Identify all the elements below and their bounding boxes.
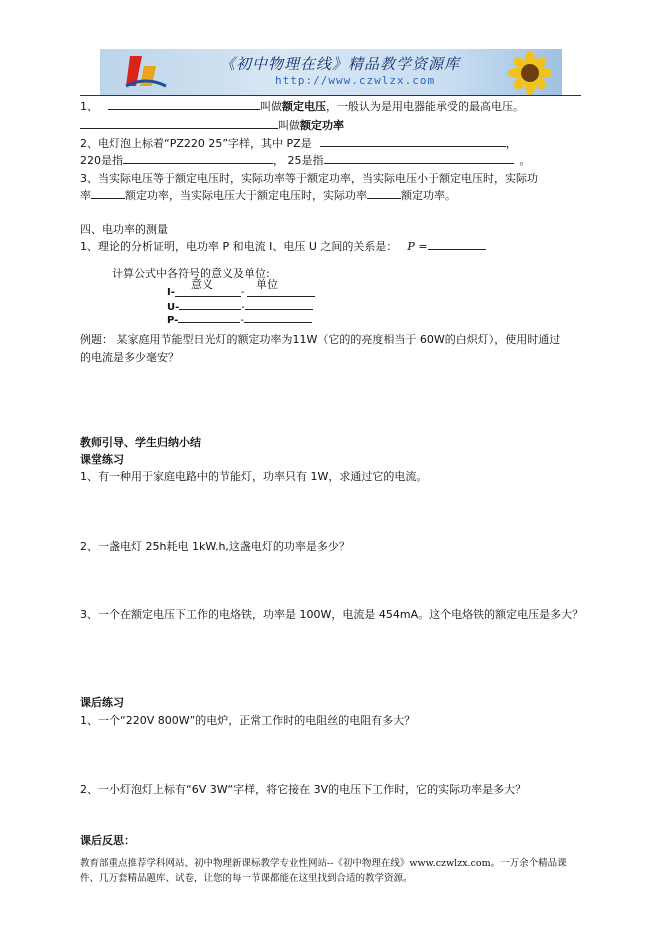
col-meaning: 意义 [191, 278, 213, 291]
blank-p-meaning[interactable] [178, 313, 240, 323]
header-rule [80, 95, 581, 96]
banner-title: 《初中物理在线》精品教学资源库 [220, 55, 461, 73]
example-line-b: 的电流是多少毫安？ [80, 351, 179, 364]
q1-blank-a[interactable] [108, 98, 260, 110]
q1-text-a-rest: ，一般认为是用电器能承受的最高电压。 [326, 100, 524, 113]
formula-blank[interactable] [428, 238, 486, 250]
symbol-p: P- [167, 315, 179, 326]
class-practice-heading: 课堂练习 [80, 453, 124, 466]
q2-line-a [80, 135, 517, 151]
dash-i: - [240, 287, 245, 298]
blank-i-meaning[interactable] [175, 296, 241, 297]
q1-line-b [80, 117, 344, 133]
after-practice-q1: 1、一个“220V 800W”的电炉，正常工作时的电阻丝的电阻有多大？ [80, 714, 416, 727]
q2-blank-220[interactable] [123, 152, 273, 164]
q3-text-b2: 额定功率，当实际电压大于额定电压时，实际功率 [125, 189, 367, 202]
footer-line2: 件、几万套精品题库、试卷，让您的每一节课都能在这里找到合适的教学资源。 [80, 873, 413, 884]
class-practice-q2: 2、一盏电灯 25h耗电 1kW.h,这盏电灯的功率是多少？ [80, 540, 350, 553]
q1-term-power: 额定功率 [300, 119, 344, 132]
logo-icon [122, 52, 170, 92]
blank-u-unit[interactable] [245, 300, 313, 310]
q3-text-b3: 额定功率。 [401, 189, 456, 202]
blank-u-meaning[interactable] [179, 300, 241, 310]
blank-i-unit[interactable] [247, 296, 315, 297]
footer-line1: 教育部重点推荐学科网站、初中物理新课标教学专业性网站--《初中物理在线》www.czwlzx.com。一万余个精品课 [80, 858, 567, 869]
header-banner [100, 49, 562, 95]
q2-text-a-end: ， [505, 137, 517, 150]
symbol-row-p [167, 313, 312, 326]
q2-text-a: 2、电灯泡上标着“PZ220 25”字样，其中 PZ是 [80, 137, 312, 150]
after-practice-q2: 2、一小灯泡灯上标有“6V 3W“字样，将它接在 3V的电压下工作时，它的实际功率是多大？ [80, 783, 527, 796]
after-practice-heading: 课后练习 [80, 696, 124, 709]
q1-text-b: 叫做 [278, 119, 300, 132]
q2-text-b2: ， 25是指 [273, 154, 324, 167]
measure-heading: 四、电功率的测量 [80, 223, 168, 236]
summary-heading: 教师引导、学生归纳小结 [80, 436, 201, 449]
q3-line-b [80, 187, 456, 203]
q3-line-a: 3、当实际电压等于额定电压时，实际功率等于额定功率，当实际电压小于额定电压时，实际功 [80, 172, 538, 185]
q2-text-b-end: 。 [519, 154, 531, 167]
q2-text-b1: 220是指 [80, 154, 123, 167]
q2-blank-pz[interactable] [320, 135, 506, 147]
measure-line1-text: 1、理论的分析证明，电功率 P 和电流 I、电压 U 之间的关系是： [80, 240, 398, 253]
col-unit: 单位 [256, 278, 278, 291]
symbol-i: I- [167, 287, 175, 298]
q3-text-b1: 率 [80, 189, 91, 202]
formula-intro: 计算公式中各符号的意义及单位: [112, 267, 270, 280]
class-practice-q3: 3、一个在额定电压下工作的电烙铁，功率是 100W，电流是 454mA。这个电烙铁的额定电压是多大？ [80, 608, 584, 621]
reflection-heading: 课后反思： [80, 834, 135, 847]
measure-line1 [80, 238, 486, 254]
symbol-row-u [167, 300, 313, 313]
q1-line-a [80, 98, 524, 114]
q2-line-b [80, 152, 531, 168]
example-line-a: 例题： 某家庭用节能型日光灯的额定功率为11W（它的的亮度相当于 60W的白炽灯），使用时通过 [80, 333, 561, 346]
symbol-u: U- [167, 302, 180, 313]
q1-term-voltage: 额定电压 [282, 100, 326, 113]
q3-blank-greater[interactable] [367, 187, 401, 199]
sunflower-icon [500, 51, 560, 95]
class-practice-q1: 1、有一种用于家庭电路中的节能灯，功率只有 1W，求通过它的电流。 [80, 470, 428, 483]
q3-blank-less[interactable] [91, 187, 125, 199]
q1-text-a: 叫做 [260, 100, 282, 113]
formula-label: P = [407, 240, 428, 253]
dash-p: - [240, 315, 244, 326]
banner-url[interactable]: http://www.czwlzx.com [275, 74, 436, 87]
blank-p-unit[interactable] [244, 313, 312, 323]
dash-u: - [241, 302, 245, 313]
q2-blank-25[interactable] [324, 152, 514, 164]
q1-number: 1、 [80, 100, 98, 113]
q1-blank-b[interactable] [80, 117, 278, 129]
